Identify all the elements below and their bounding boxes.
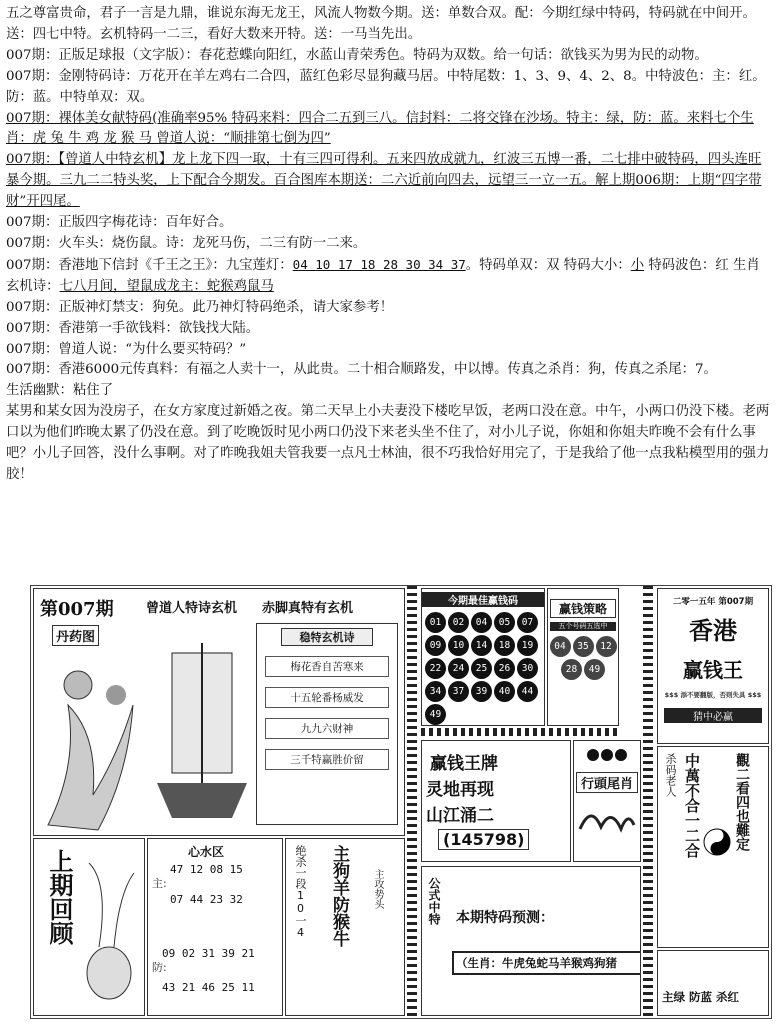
number-ball: 30 bbox=[517, 658, 538, 679]
paragraph: 007期：火车头：烧伤鼠。诗：龙死马伤，二三有防一二来。 bbox=[6, 235, 367, 251]
paragraph: 007期：香港第一手欲钱料：欲钱找大陆。 bbox=[6, 320, 260, 336]
paragraph-underlined: 007期：裸体美女献特码(准确率95% 特码来料：四合二五到三八。信封料：二将交锋在沙场。特主：绿，防：蓝。来料七个生肖：虎 兔 牛 鸡 龙 猴 马 曾道人说：“顺排第七倒为四” bbox=[6, 110, 754, 147]
strategy-title: 赢钱策略 bbox=[550, 599, 616, 618]
king-line: 赢钱王牌 bbox=[430, 754, 498, 774]
poem-vertical: 觀二看四也難定 bbox=[734, 753, 750, 851]
number-ball: 39 bbox=[471, 681, 492, 702]
medicine-label: 丹药图 bbox=[52, 625, 99, 646]
article-text bbox=[6, 4, 771, 486]
flower-illustration bbox=[38, 645, 148, 836]
number-ball: 14 bbox=[471, 635, 492, 656]
vase-illustration bbox=[79, 853, 139, 1003]
strategy-ball: 04 bbox=[550, 636, 571, 657]
size-value: 小 bbox=[630, 257, 645, 273]
poem: 七八月间，望鼠成龙主： bbox=[59, 278, 207, 294]
humor-title: 生活幽默：粘住了 bbox=[6, 383, 114, 399]
poem-line: 梅花香自苦寒来 bbox=[265, 656, 389, 677]
number-row: 43 21 46 25 11 bbox=[162, 981, 255, 994]
paragraph: 007期：金刚特码诗：万花开在羊左鸡右二合四，蓝红色彩尽显狗藏马居。中特尾数：1、3、9、4、2、8。中特波色：主：红。防：蓝。中特单双：双。 bbox=[6, 68, 766, 105]
number-ball: 49 bbox=[425, 704, 446, 725]
main-label: 主: bbox=[152, 877, 167, 890]
poem-vertical: 中萬不合一二合 bbox=[683, 753, 701, 858]
divider-stripe bbox=[407, 586, 417, 1018]
kill-old-man-panel bbox=[657, 746, 769, 948]
hk-panel bbox=[657, 588, 769, 744]
ship-illustration bbox=[152, 633, 252, 833]
number-ball: 02 bbox=[448, 612, 469, 633]
newspaper-scan bbox=[30, 585, 772, 1019]
hk-big-title: 赢钱王 bbox=[683, 658, 743, 682]
number-row: 07 44 23 32 bbox=[170, 893, 243, 906]
zodiac-bar: （生肖：牛虎兔蛇马羊猴鸡狗猪 bbox=[452, 951, 641, 975]
paragraph: 五之尊富贵命，君子一言是九鼎，谁说东海无龙王，风流人物数今期。送：单数合双。配：今期红绿中特码，特码就在中间开。送：四七中特。玄机特码一二三，看好大数来开特。送：一马当先出。 bbox=[6, 6, 756, 42]
hk-footer: 猜中必赢 bbox=[664, 708, 762, 723]
number-ball: 18 bbox=[494, 635, 515, 656]
number-ball: 10 bbox=[448, 635, 469, 656]
paragraph: 007期：香港6000元传真料：有福之人卖十一，从此贵。二十相合顺路发，中以博。传真之杀肖：狗，传真之杀尾：7。 bbox=[6, 362, 717, 378]
best-numbers-panel bbox=[421, 588, 545, 726]
text: 特码波色：红 生肖玄机诗： bbox=[6, 257, 760, 294]
handwriting-illustration bbox=[576, 799, 636, 839]
number-ball: 25 bbox=[471, 658, 492, 679]
text: 007期：香港地下信封《千王之王》：九宝莲灯： bbox=[6, 257, 293, 273]
zodiac-list: 蛇猴鸡鼠马 bbox=[206, 278, 274, 294]
tail-panel bbox=[573, 740, 641, 862]
kill-panel bbox=[285, 838, 405, 1016]
paragraph: 007期：正版足球报（文字版）：春花惹蝶向阳红，水蓝山青荣秀色。特码为双数。给一句话：欲钱买为男为民的动物。 bbox=[6, 47, 708, 63]
guard-label: 防: bbox=[152, 961, 167, 974]
number-ball: 19 bbox=[517, 635, 538, 656]
poem-line: 十五轮番杨威发 bbox=[265, 687, 389, 708]
formula-label: 公式中特 bbox=[427, 877, 441, 925]
forecast-title: 本期特码预测： bbox=[456, 910, 554, 926]
strategy-ball: 49 bbox=[584, 659, 605, 680]
heart-water-panel bbox=[147, 838, 283, 1016]
last-issue-review: 上期回顾 bbox=[45, 849, 73, 945]
number-ball: 04 bbox=[471, 612, 492, 633]
hk-note: $$$ 添不要翻版，否则失具 $$$ bbox=[664, 691, 762, 699]
title-barefoot: 赤脚真特有玄机 bbox=[262, 601, 354, 616]
number-ball: 09 bbox=[425, 635, 446, 656]
strategy-subtitle: 五个号码五选中 bbox=[550, 622, 616, 631]
main-zodiac: 主狗羊防猴牛 bbox=[329, 845, 349, 947]
king-line: 山江涌二 bbox=[426, 806, 494, 826]
king-panel bbox=[421, 740, 571, 862]
humor-story: 某男和某女因为没房子，在女方家度过新婚之夜。第二天早上小夫妻没下楼吃早饭，老两口没在意。中午，小两口仍没下楼。老两口以为他们昨晚太累了仍没在意。到了吃晚饭时见小两口仍没下来老头坐不住了，对小儿子说，你姐和你姐夫昨晚不会有什么事吧？小儿子回答，没什么事啊。对了昨晚我姐夫管我要一点凡士林油，很不巧我恰好用完了，于是我给了他一点我粘模型用的强力胶！ bbox=[6, 404, 770, 482]
number-ball: 24 bbox=[448, 658, 469, 679]
strategy-ball: 35 bbox=[573, 636, 594, 657]
kill-old-man: 杀码老人 bbox=[664, 753, 677, 797]
color-advice: 主绿 防蓝 杀红 bbox=[662, 990, 740, 1004]
paragraph: 007期：正版四字梅花诗：百年好合。 bbox=[6, 215, 233, 231]
forecast-panel bbox=[421, 866, 641, 1016]
strategy-balls bbox=[548, 635, 618, 681]
best-numbers-title: 今期最佳赢钱码 bbox=[422, 592, 544, 607]
dots bbox=[576, 747, 638, 766]
poem-box-title: 稳特玄机诗 bbox=[281, 628, 373, 646]
divider-stripe bbox=[421, 728, 621, 736]
number-ball: 44 bbox=[517, 681, 538, 702]
paragraph-underlined: 007期：【曾道人中特玄机】龙上龙下四一取，十有三四可得利。五来四放成就九，红波三五博一番，二七排中破特码，四头连旺暴今期。三九二二特头奖，上下配合今期发。百合图库本期送：二六近前向四去，远望三一立一五。解上期006期：上期“四字带财”开四尾。 bbox=[6, 152, 762, 210]
king-code: (145798) bbox=[438, 829, 529, 850]
number-ball: 01 bbox=[425, 612, 446, 633]
title-poem: 曾道人特诗玄机 bbox=[146, 601, 238, 616]
paragraph-envelope bbox=[6, 255, 771, 298]
issue-number: 第007期 bbox=[40, 599, 114, 620]
color-panel bbox=[657, 950, 769, 1016]
number-ball: 26 bbox=[494, 658, 515, 679]
strategy-ball: 12 bbox=[596, 636, 617, 657]
poem-box bbox=[256, 623, 398, 825]
paragraph: 007期：曾道人说：“为什么要买特码？” bbox=[6, 341, 247, 357]
text: 。特码单双：双 特码大小： bbox=[465, 257, 631, 273]
kill-segment: 绝杀一段10一4 bbox=[294, 845, 307, 939]
number-row: 47 12 08 15 bbox=[170, 863, 243, 876]
strategy-panel bbox=[547, 588, 619, 726]
left-top-panel bbox=[33, 588, 405, 836]
poem-line: 九九六财神 bbox=[265, 718, 389, 739]
paragraph: 007期：正版神灯禁支：狗免。此乃神灯特码绝杀，请大家参考！ bbox=[6, 299, 394, 315]
king-line: 灵地再现 bbox=[426, 780, 494, 800]
ball-grid bbox=[422, 611, 544, 726]
poem-line: 三千特赢胜价留 bbox=[265, 749, 389, 770]
tail-title: 行頭尾肖 bbox=[576, 772, 638, 793]
number-ball: 22 bbox=[425, 658, 446, 679]
hk-title: 香港 bbox=[689, 616, 737, 645]
review-panel bbox=[33, 838, 145, 1016]
number-row: 09 02 31 39 21 bbox=[162, 947, 255, 960]
number-ball: 40 bbox=[494, 681, 515, 702]
number-ball: 34 bbox=[425, 681, 446, 702]
divider-stripe bbox=[643, 586, 653, 1018]
hk-date: 二零一五年 第007期 bbox=[672, 597, 754, 607]
number-ball: 37 bbox=[448, 681, 469, 702]
main-attack: 主攻势头 bbox=[372, 869, 383, 909]
heart-water-title: 心水区 bbox=[188, 845, 225, 859]
number-ball: 07 bbox=[517, 612, 538, 633]
yin-yang-icon bbox=[702, 827, 732, 857]
strategy-ball: 28 bbox=[561, 659, 582, 680]
number-ball: 05 bbox=[494, 612, 515, 633]
lucky-numbers: 04 10 17 18 28 30 34 37 bbox=[292, 256, 466, 272]
